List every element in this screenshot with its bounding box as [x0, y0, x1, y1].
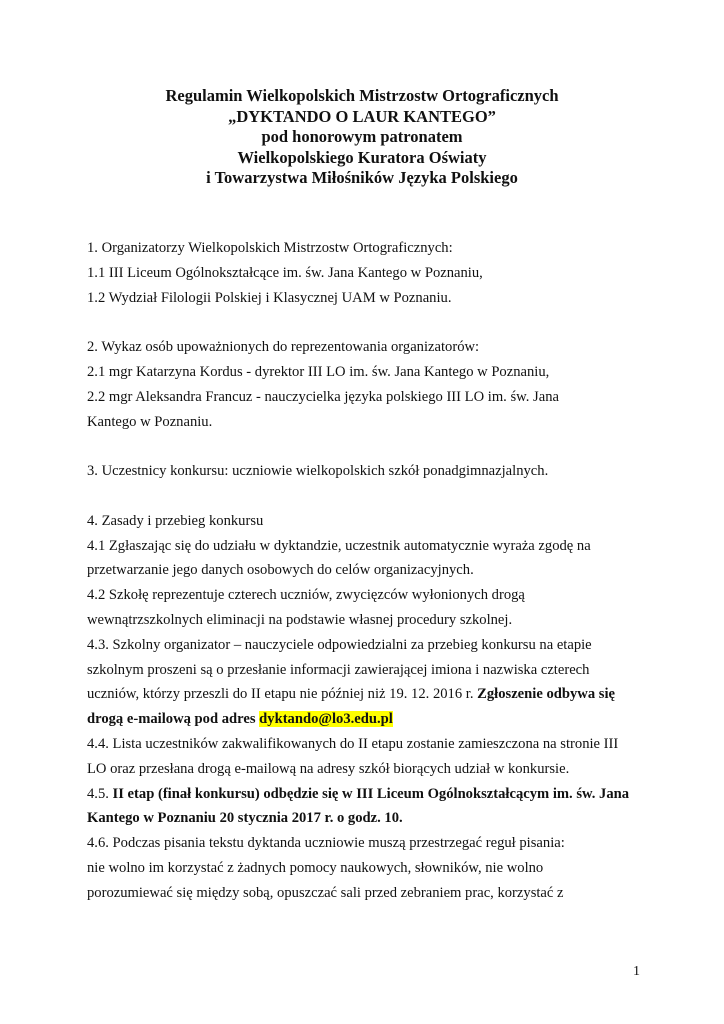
document-body: [87, 236, 647, 906]
title-line-5: i Towarzystwa Miłośników Języka Polskiego: [206, 168, 518, 187]
section-1-heading: 1. Organizatorzy Wielkopolskich Mistrzostw Ortograficznych:: [87, 240, 453, 256]
rule-4-5-final-info: II etap (finał konkursu) odbędzie się w III Liceum Ogólnokształcącym im. św. Jana: [112, 785, 630, 802]
rule-4-6-line-1: 4.6. Podczas pisania tekstu dyktanda uczniowie muszą przestrzegać reguł pisania:: [87, 835, 565, 852]
rule-4-3-deadline-text: uczniów, którzy przeszli do II etapu nie później niż 19. 12. 2016 r.: [87, 686, 474, 703]
contact-email[interactable]: dyktando@lo3.edu.pl: [259, 711, 393, 728]
rule-4-3-line-3: [87, 682, 647, 707]
rule-4-1-line-2: przetwarzanie jego danych osobowych do celów organizacyjnych.: [87, 562, 474, 579]
rule-4-3-line-1: 4.3. Szkolny organizator – nauczyciele odpowiedzialni za przebieg konkursu na etapie: [87, 636, 592, 653]
rule-4-2-line-2: wewnątrzszkolnych eliminacji na podstawie własnej procedury szkolnej.: [87, 611, 513, 628]
section-2-item-2-line-1: 2.2 mgr Aleksandra Francuz - nauczycielka języka polskiego III LO im. św. Jana: [87, 388, 559, 405]
rule-4-4-line-1: 4.4. Lista uczestników zakwalifikowanych do II etapu zostanie zamieszczona na stronie III: [87, 735, 619, 752]
rule-4-6-line-3: porozumiewać się między sobą, opuszczać sali przed zebraniem prac, korzystać z: [87, 884, 564, 901]
page-number: 1: [633, 964, 640, 979]
rule-4-5-line-1: [87, 782, 647, 807]
section-1-item-1: 1.1 III Liceum Ogólnokształcące im. św. Jana Kantego w Poznaniu,: [87, 264, 483, 281]
rule-4-4-line-2: LO oraz przesłana drogą e-mailową na adresy szkół biorących udział w konkursie.: [87, 760, 570, 777]
rule-4-2-line-1: 4.2 Szkołę reprezentuje czterech uczniów, zwycięzców wyłonionych drogą: [87, 587, 525, 604]
document-title: [0, 86, 724, 189]
paragraph-gap: [87, 484, 647, 509]
title-line-3: pod honorowym patronatem: [261, 127, 463, 146]
rule-4-3-email-intro: drogą e-mailową pod adres: [87, 711, 256, 728]
rule-4-5-line-2: Kantego w Poznaniu 20 stycznia 2017 r. o godz. 10.: [87, 810, 403, 827]
rule-4-3-submission-text: Zgłoszenie odbywa się: [477, 686, 615, 703]
title-line-2: „DYKTANDO O LAUR KANTEGO”: [228, 106, 496, 126]
section-1-item-2: 1.2 Wydział Filologii Polskiej i Klasycznej UAM w Poznaniu.: [87, 289, 452, 306]
rule-4-3-line-4: [87, 707, 647, 732]
section-2-heading: 2. Wykaz osób upoważnionych do reprezentowania organizatorów:: [87, 339, 480, 356]
rule-4-6-line-2: nie wolno im korzystać z żadnych pomocy naukowych, słowników, nie wolno: [87, 859, 544, 876]
rule-4-3-line-2: szkolnym proszeni są o przesłanie informacji zawierającej imiona i nazwiska czterech: [87, 661, 590, 678]
paragraph-gap: [87, 434, 647, 459]
section-2-item-1: 2.1 mgr Katarzyna Kordus - dyrektor III LO im. św. Jana Kantego w Poznaniu,: [87, 363, 550, 380]
section-4-heading: 4. Zasady i przebieg konkursu: [87, 512, 264, 529]
rule-4-1-line-1: 4.1 Zgłaszając się do udziału w dyktandzie, uczestnik automatycznie wyraża zgodę na: [87, 537, 591, 554]
title-line-1: Regulamin Wielkopolskich Mistrzostw Ortograficznych: [165, 86, 559, 105]
rule-4-5-number: 4.5.: [87, 785, 109, 802]
title-line-4: Wielkopolskiego Kuratora Oświaty: [237, 147, 487, 167]
section-3-text: 3. Uczestnicy konkursu: uczniowie wielkopolskich szkół ponadgimnazjalnych.: [87, 463, 549, 480]
paragraph-gap: [87, 310, 647, 335]
section-2-item-2-line-2: Kantego w Poznaniu.: [87, 413, 213, 430]
